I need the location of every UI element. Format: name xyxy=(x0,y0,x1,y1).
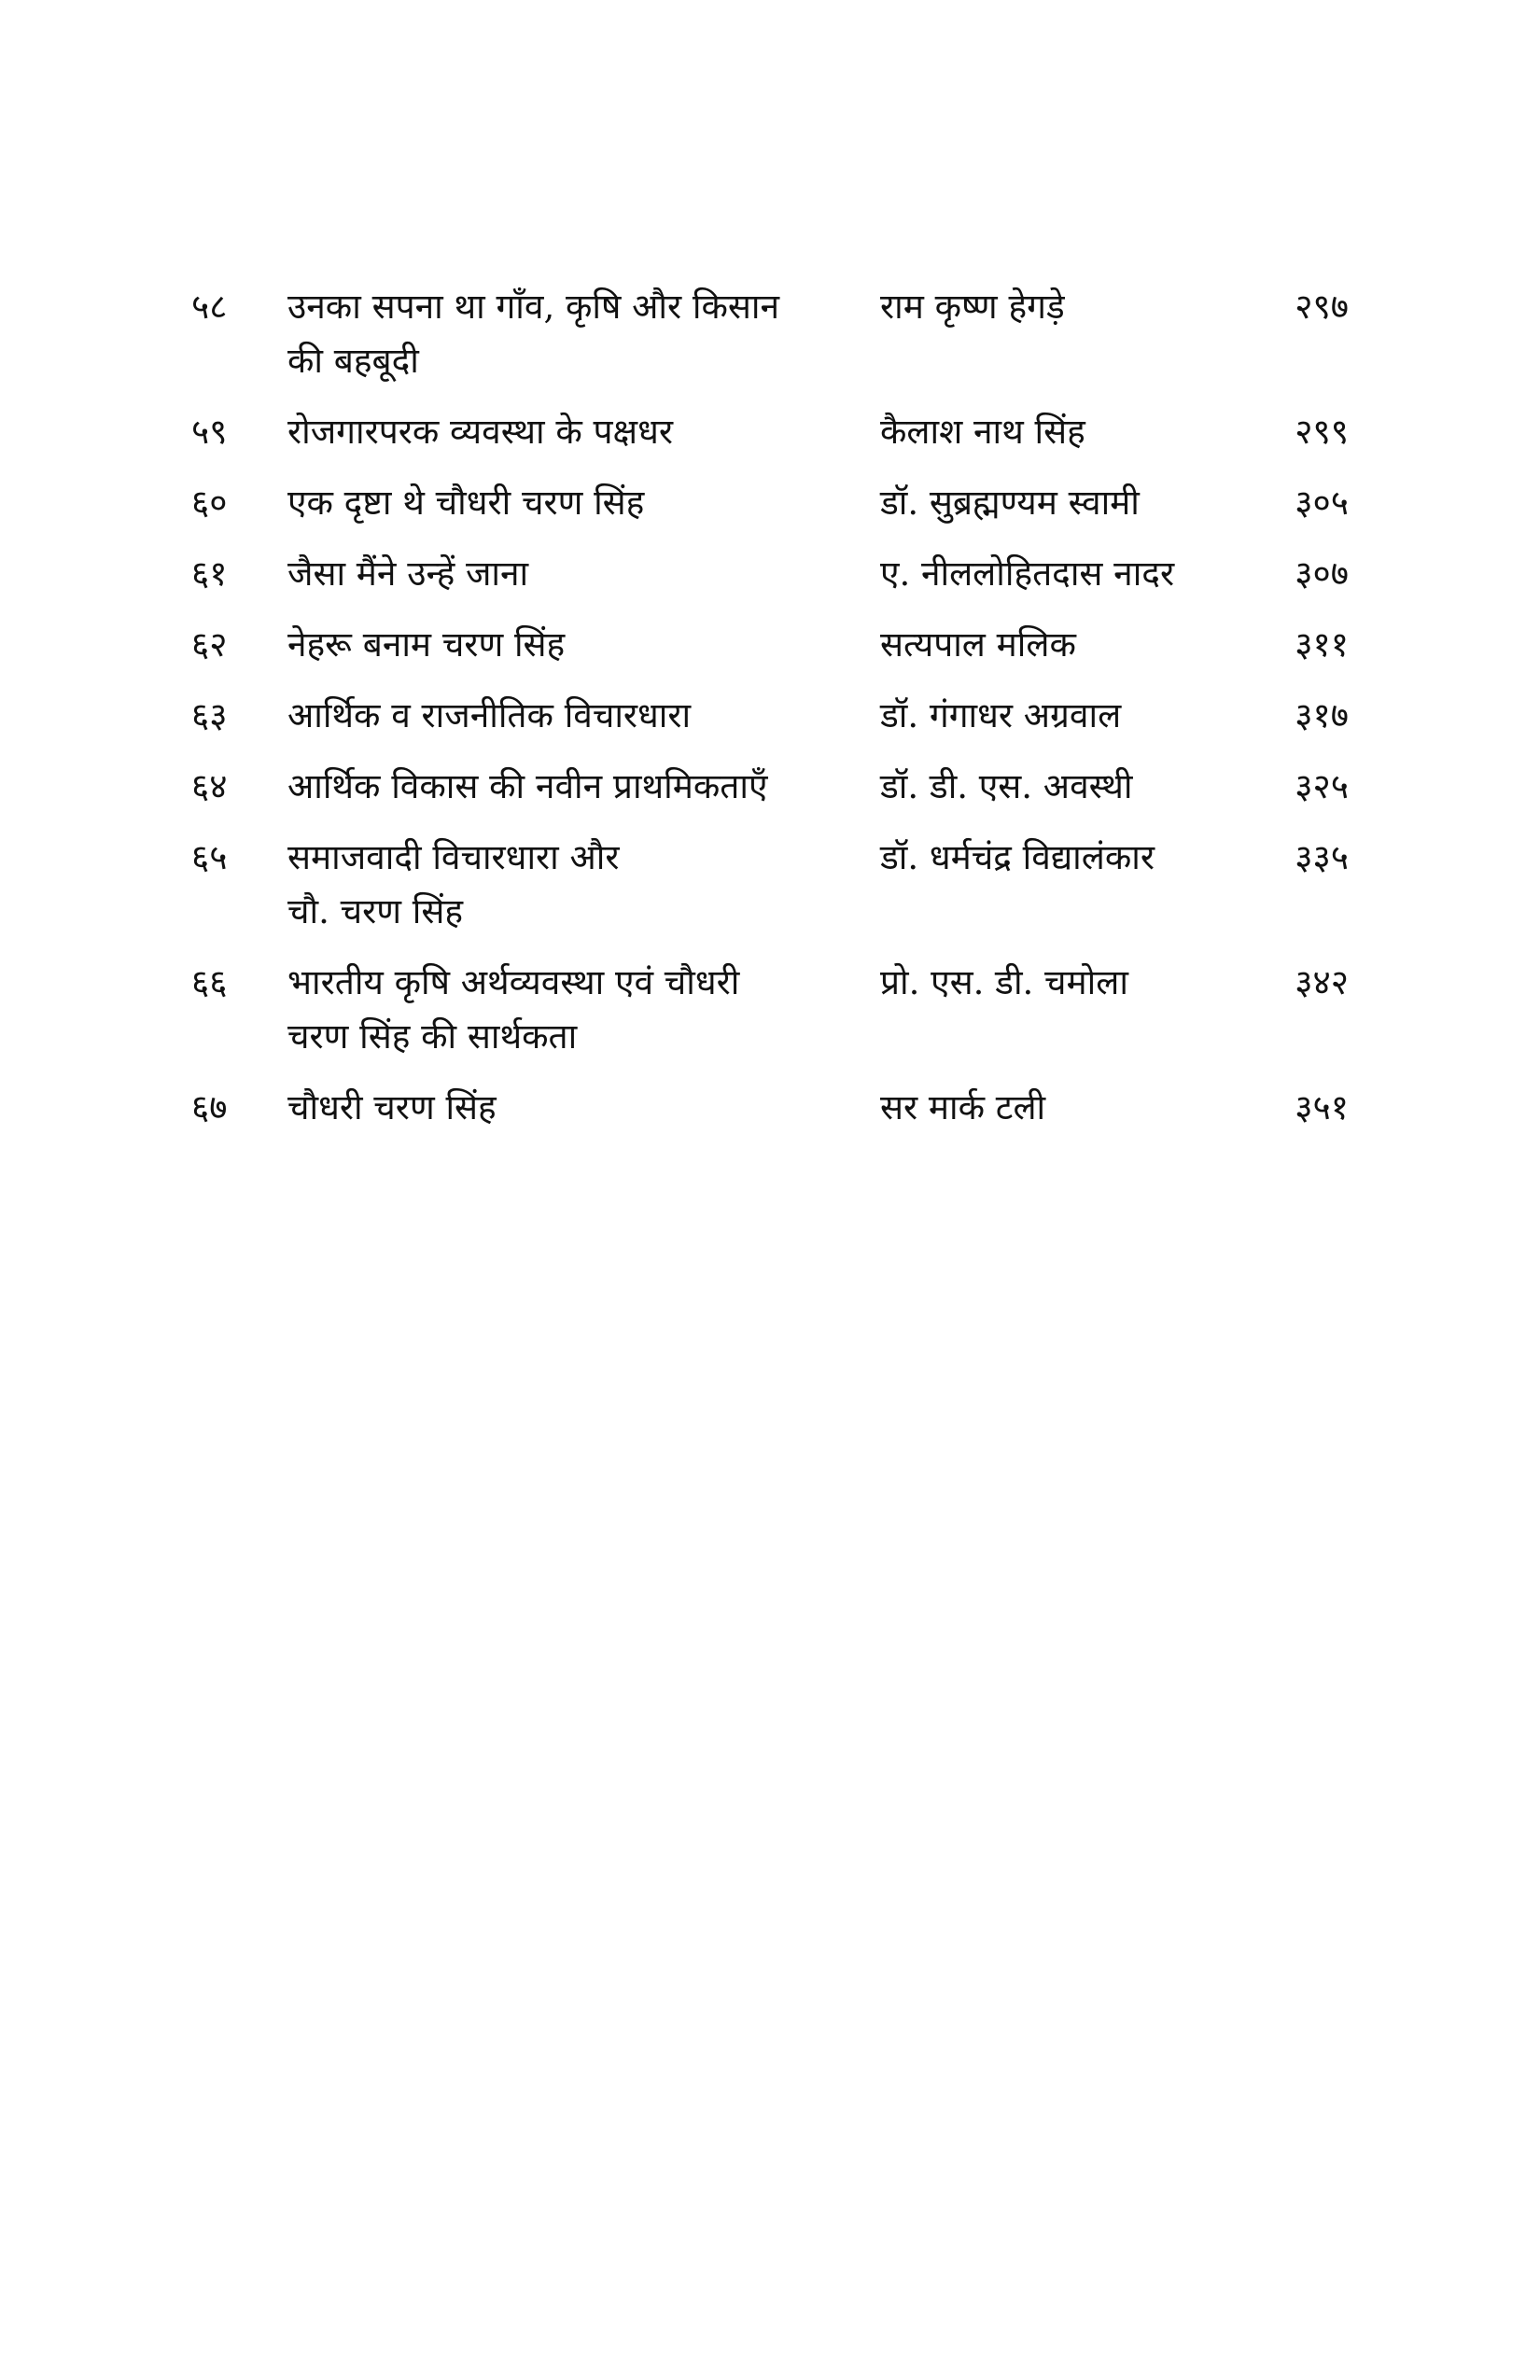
entry-page-number: ३३५ xyxy=(1295,837,1349,877)
entry-number: ५९ xyxy=(191,412,228,452)
toc-entry xyxy=(191,476,1349,530)
entry-author: डॉ. गंगाधर अग्रवाल xyxy=(880,695,1122,735)
entry-page-number: ३२५ xyxy=(1295,766,1349,806)
entry-page-number: २९९ xyxy=(1295,412,1349,452)
entry-author: डॉ. डी. एस. अवस्थी xyxy=(880,766,1133,806)
entry-page-number: ३११ xyxy=(1295,624,1349,665)
toc-entry xyxy=(191,1081,1349,1135)
entry-page-number: ३०७ xyxy=(1295,553,1349,594)
entry-title: रोजगारपरक व्यवस्था के पक्षधर xyxy=(287,412,673,452)
toc-entry xyxy=(191,547,1349,601)
entry-number: ५८ xyxy=(191,287,228,327)
entry-page-number: ३१७ xyxy=(1295,695,1349,735)
entry-title: समाजवादी विचारधारा और चौ. चरण सिंह xyxy=(287,837,620,931)
entry-title: जैसा मैंने उन्हें जाना xyxy=(287,553,529,594)
entry-title: चौधरी चरण सिंह xyxy=(287,1087,497,1127)
entry-number: ६२ xyxy=(191,624,228,665)
toc-entry xyxy=(191,280,1349,388)
entry-title: नेहरू बनाम चरण सिंह xyxy=(287,624,566,665)
entry-number: ६७ xyxy=(191,1087,228,1127)
entry-page-number: २९७ xyxy=(1295,287,1349,327)
toc-entry xyxy=(191,405,1349,459)
entry-page-number: ३५१ xyxy=(1295,1087,1349,1127)
entry-title: उनका सपना था गाँव, कृषि और किसान की बहबूदी xyxy=(287,287,779,381)
toc-entry xyxy=(191,831,1349,939)
toc-entry xyxy=(191,618,1349,672)
entry-number: ६४ xyxy=(191,766,228,806)
entry-number: ६६ xyxy=(191,962,228,1002)
entry-author: ए. नीललोहितदास नादर xyxy=(880,553,1175,594)
entry-title: भारतीय कृषि अर्थव्यवस्था एवं चौधरी चरण सिंह की सार्थकता xyxy=(287,962,740,1057)
entry-number: ६० xyxy=(191,483,228,523)
entry-title: आर्थिक व राजनीतिक विचारधारा xyxy=(287,695,692,735)
entry-page-number: ३०५ xyxy=(1295,483,1349,523)
entry-number: ६१ xyxy=(191,553,228,594)
entry-author: डॉ. धर्मचंद्र विद्यालंकार xyxy=(880,837,1155,877)
entry-author: प्रो. एस. डी. चमोला xyxy=(880,962,1128,1002)
toc-entry xyxy=(191,689,1349,743)
table-of-contents xyxy=(191,280,1349,1135)
entry-number: ६३ xyxy=(191,695,228,735)
entry-author: राम कृष्ण हेगड़े xyxy=(880,287,1065,327)
entry-title: एक दृष्टा थे चौधरी चरण सिंह xyxy=(287,483,645,523)
entry-number: ६५ xyxy=(191,837,228,877)
toc-entry xyxy=(191,760,1349,814)
entry-author: सत्यपाल मलिक xyxy=(880,624,1076,665)
entry-title: आर्थिक विकास की नवीन प्राथमिकताएँ xyxy=(287,766,768,806)
entry-author: डॉ. सुब्रह्मण्यम स्वामी xyxy=(880,483,1140,523)
entry-author: सर मार्क टली xyxy=(880,1087,1046,1127)
entry-page-number: ३४२ xyxy=(1295,962,1349,1002)
entry-author: कैलाश नाथ सिंह xyxy=(880,412,1085,452)
toc-entry xyxy=(191,956,1349,1064)
